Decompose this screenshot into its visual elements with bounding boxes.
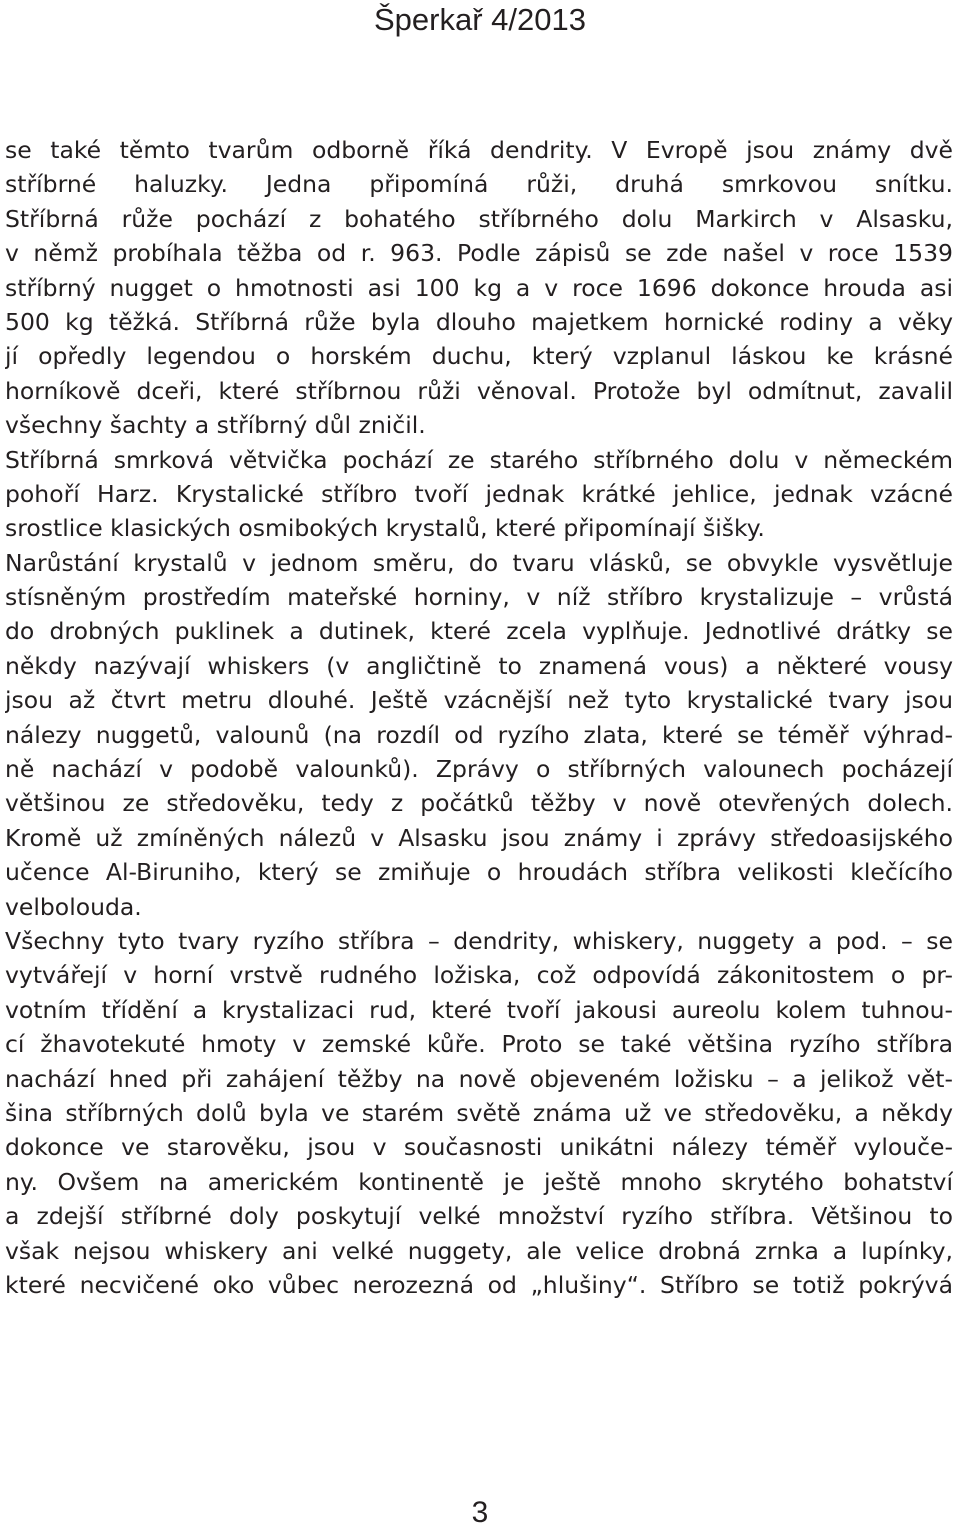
- text-line: všechny šachty a stříbrný důl zničil.: [5, 411, 426, 440]
- text-line: do drobných puklinek a dutinek, které zcela vyplňuje. Jednotlivé drátky se: [5, 617, 953, 646]
- text-line: nachází hned při zahájení těžby na nově objeveném ložisku – a jelikož vět-: [5, 1064, 953, 1093]
- text-line: dokonce ve starověku, jsou v současnosti unikátni nálezy téměř vylouče-: [5, 1133, 953, 1162]
- text-line: srostlice klasických osmibokých krystalů, které připomínají šišky.: [5, 514, 765, 543]
- text-line: v němž probíhala těžba od r. 963. Podle zápisů se zde našel v roce 1539: [5, 239, 953, 268]
- text-line: šina stříbrných dolů byla ve starém světě známa už ve středověku, a někdy: [5, 1098, 953, 1127]
- text-line: Všechny tyto tvary ryzího stříbra – dendrity, whiskery, nuggety a pod. – se: [5, 926, 953, 955]
- text-line: vytvářejí v horní vrstvě rudného ložiska, což odpovídá zákonitostem o pr-: [5, 961, 953, 990]
- text-line: jsou až čtvrt metru dlouhé. Ještě vzácnější než tyto krystalické tvary jsou: [5, 686, 953, 715]
- text-line: jí opředly legendou o horském duchu, který vzplanul láskou ke krásné: [5, 342, 953, 371]
- text-line: učence Al-Biruniho, který se zmiňuje o hroudách stříbra velikosti klečícího: [5, 858, 953, 887]
- text-line: Narůstání krystalů v jednom směru, do tvaru vlásků, se obvykle vysvětluje: [5, 548, 953, 577]
- running-header: Šperkař 4/2013: [374, 2, 586, 37]
- text-line: ně nachází v podobě valounků). Zprávy o stříbrných valounech pocházejí: [5, 755, 953, 784]
- text-line: stříbrný nugget o hmotnosti asi 100 kg a v roce 1696 dokonce hrouda asi: [5, 273, 953, 302]
- text-line: však nejsou whiskery ani velké nuggety, ale velice drobná zrnka a lupínky,: [5, 1236, 953, 1265]
- text-line: 500 kg těžká. Stříbrná růže byla dlouho majetkem hornické rodiny a věky: [5, 307, 953, 336]
- text-line: stříbrné haluzky. Jedna připomíná růži, druhá smrkovou snítku.: [5, 170, 953, 199]
- text-line: se také těmto tvarům odborně říká dendrity. V Evropě jsou známy dvě: [5, 136, 953, 164]
- text-line: velbolouda.: [5, 892, 142, 921]
- text-line: cí žhavotekuté hmoty v zemské kůře. Proto se také většina ryzího stříbra: [5, 1030, 953, 1059]
- text-line: většinou ze středověku, tedy z počátků těžby v nově otevřených dolech.: [5, 789, 953, 818]
- text-line: Kromě už zmíněných nálezů v Alsasku jsou známy i zprávy středoasijského: [5, 823, 953, 852]
- text-line: které necvičené oko vůbec nerozezná od „hlušiny“. Stříbro se totiž pokrývá: [5, 1270, 953, 1299]
- text-line: někdy nazývají whiskers (v angličtině to znamená vous) a některé vousy: [5, 651, 953, 680]
- text-line: ny. Ovšem na americkém kontinentě je ještě mnoho skrytého bohatství: [5, 1167, 953, 1196]
- text-line: Stříbrná růže pochází z bohatého stříbrného dolu Markirch v Alsasku,: [5, 204, 953, 233]
- text-line: a zdejší stříbrné doly poskytují velké množství ryzího stříbra. Většinou to: [5, 1202, 953, 1231]
- text-line: pohoří Harz. Krystalické stříbro tvoří jednak krátké jehlice, jednak vzácné: [5, 479, 953, 508]
- article-body: [5, 133, 953, 1302]
- text-line: Stříbrná smrková větvička pochází ze starého stříbrného dolu v německém: [5, 445, 953, 474]
- page-number: 3: [471, 1496, 489, 1529]
- text-line: horníkově dceři, které stříbrnou růži věnoval. Protože byl odmítnut, zavalil: [5, 376, 953, 405]
- text-line: votním třídění a krystalizaci rud, které tvoří jakousi aureolu kolem tuhnou-: [5, 995, 953, 1024]
- text-line: stísněným prostředím mateřské horniny, v níž stříbro krystalizuje – vrůstá: [5, 583, 953, 612]
- text-line: nálezy nuggetů, valounů (na rozdíl od ryzího zlata, které se téměř výhrad-: [5, 720, 953, 749]
